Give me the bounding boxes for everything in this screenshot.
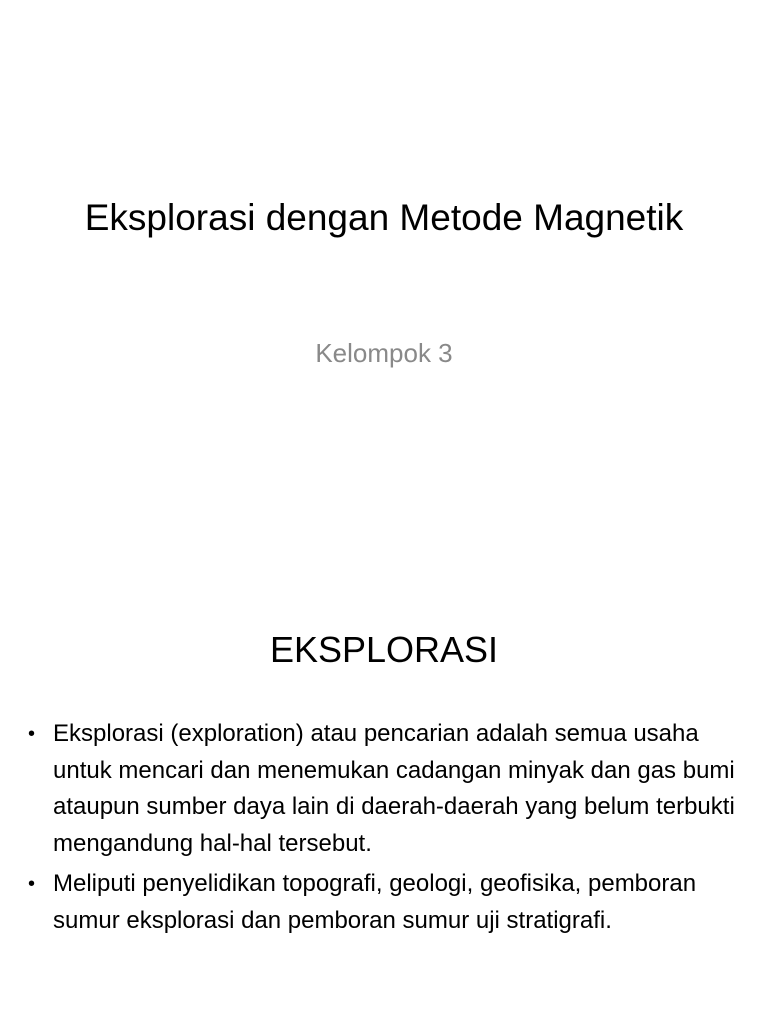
bullet-item: [28, 716, 740, 862]
bullet-icon: •: [28, 873, 36, 895]
bullet-icon: •: [28, 723, 36, 745]
slide-subtitle: Kelompok 3: [315, 338, 453, 368]
bullet-list: [28, 716, 740, 943]
slide-title-heading: Eksplorasi dengan Metode Magnetik: [84, 197, 684, 238]
bullet-item: [28, 866, 740, 939]
bullet-text: Meliputi penyelidikan topografi, geologi, geofisika, pemboran sumur eksplorasi dan pemboran sumur uji stratigrafi.: [53, 870, 697, 934]
slide-content: [0, 576, 768, 1024]
bullet-text: Eksplorasi (exploration) atau pencarian adalah semua usaha untuk mencari dan menemukan cadangan minyak dan gas bumi ataupun sumber daya lain di daerah-daerah yang belum terbukti mengandung hal-hal tersebut.: [53, 720, 735, 857]
slide-content-heading: EKSPLORASI: [269, 629, 499, 670]
